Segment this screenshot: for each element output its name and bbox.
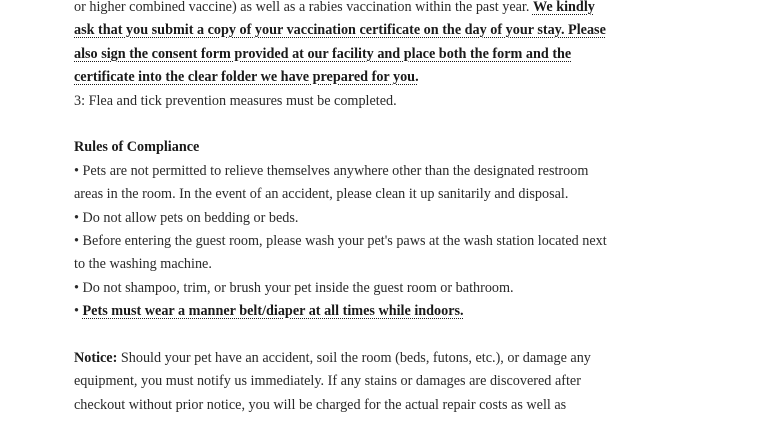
manner-belt-emphasis: Pets must wear a manner belt/diaper at all times while indoors. (82, 303, 464, 320)
spacer (74, 113, 714, 136)
clear-folder-emphasis: certificate into the clear folder we have prepared for you. (74, 69, 419, 86)
notice-line-1 (74, 347, 714, 370)
certificate-request-emphasis: ask that you submit a copy of your vaccination certificate on the day of your stay. Please (74, 22, 606, 39)
notice-text: Should your pet have an accident, soil the room (beds, futons, etc.), or damage any (117, 349, 591, 366)
rule-paws-line-2: to the washing machine. (74, 256, 212, 273)
notice-line-2: equipment, you must notify us immediately. If any stains or damages are discovered after (74, 373, 581, 390)
rule-restroom-line-1: • Pets are not permitted to relieve themselves anywhere other than the designated restroom (74, 162, 589, 179)
vaccination-line-3 (74, 43, 714, 66)
vaccination-text: or higher combined vaccine) as well as a rabies vaccination within the past year. (74, 0, 533, 15)
bullet: • (74, 303, 83, 320)
rule-restroom-line-2: areas in the room. In the event of an accident, please clean it up sanitarily and disposal. (74, 186, 569, 203)
rule-paws-line-1: • Before entering the guest room, please wash your pet's paws at the wash station located next (74, 232, 607, 249)
flea-tick-item: 3: Flea and tick prevention measures must be completed. (74, 92, 397, 109)
vaccination-line-1 (74, 0, 714, 19)
vaccination-line-2 (74, 19, 714, 42)
rule-manner-belt (74, 300, 714, 323)
vaccination-line-4 (74, 66, 714, 89)
consent-form-emphasis: also sign the consent form provided at our facility and place both the form and the (74, 45, 572, 62)
rule-bedding: • Do not allow pets on bedding or beds. (74, 209, 299, 226)
notice-line-3: checkout without prior notice, you will be charged for the actual repair costs as well as (74, 396, 567, 413)
compliance-heading: Rules of Compliance (74, 139, 200, 156)
rule-grooming: • Do not shampoo, trim, or brush your pet inside the guest room or bathroom. (74, 279, 514, 296)
document-page (74, 0, 714, 417)
spacer (74, 323, 714, 346)
certificate-request-emphasis: We kindly (532, 0, 595, 15)
notice-label: Notice: (74, 349, 118, 366)
